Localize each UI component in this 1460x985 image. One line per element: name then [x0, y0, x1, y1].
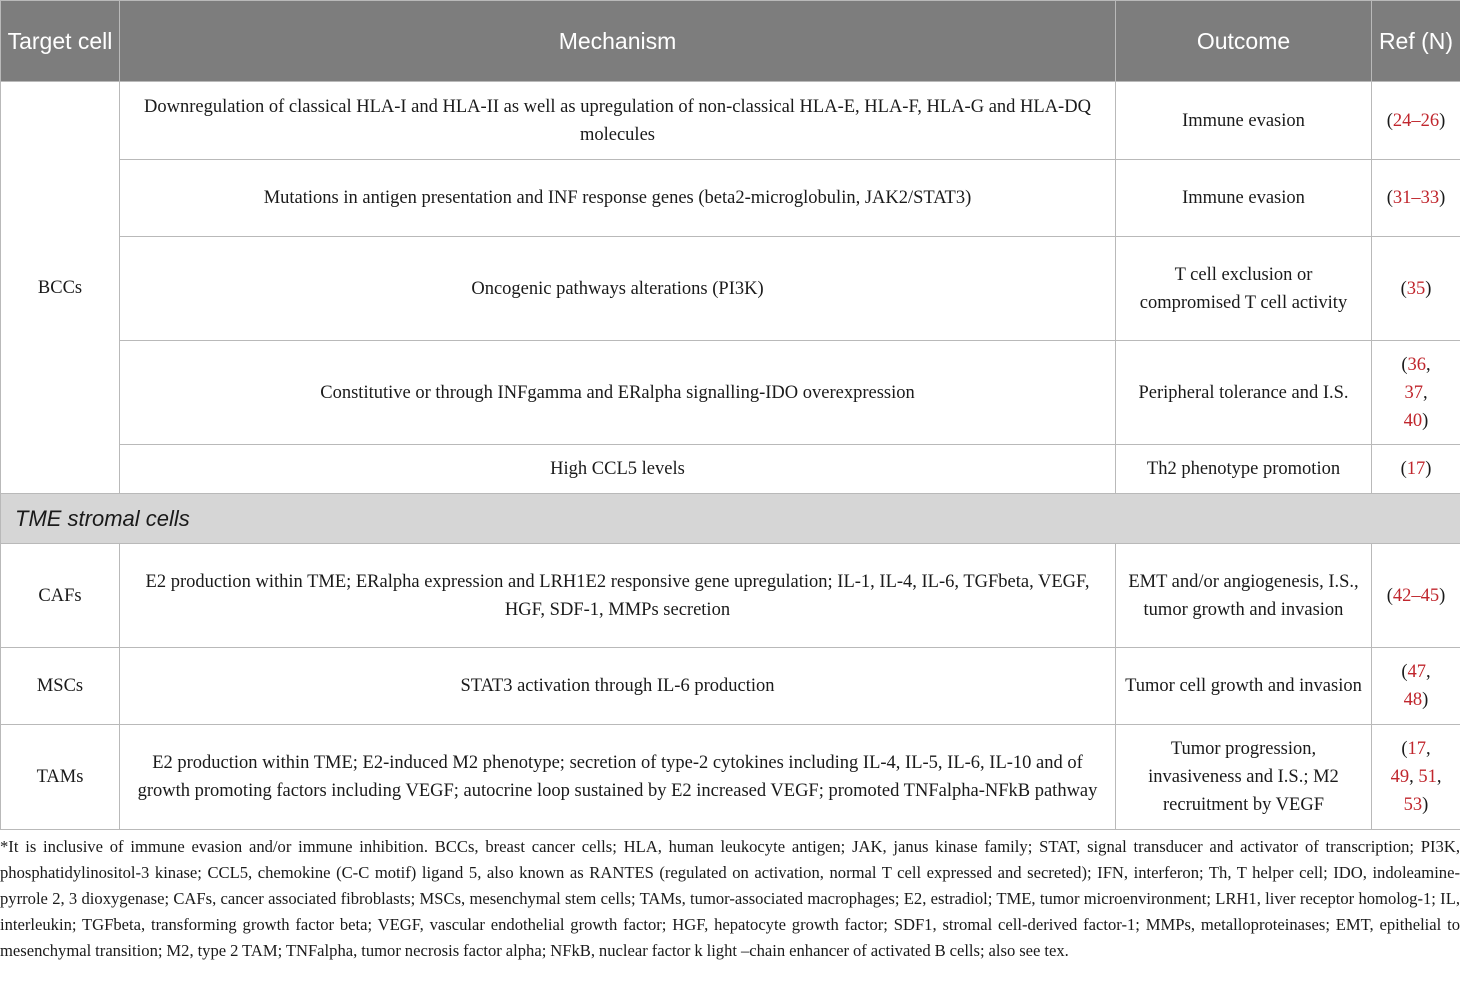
- ref-cell: (24–26): [1372, 82, 1460, 160]
- outcome-cell: Immune evasion: [1116, 160, 1372, 237]
- mechanism-cell: Mutations in antigen presentation and INF response genes (beta2-microglobulin, JAK2/STAT3): [120, 160, 1116, 237]
- mechanism-cell: Constitutive or through INFgamma and ERalpha signalling-IDO overexpression: [120, 341, 1116, 445]
- table-row: [1, 160, 1460, 237]
- target-cell: TAMs: [1, 725, 120, 830]
- header-row: [1, 1, 1460, 82]
- ref-link[interactable]: 36: [1407, 354, 1427, 375]
- table-row: [1, 82, 1460, 160]
- table-row: [1, 725, 1460, 830]
- table-row: [1, 648, 1460, 725]
- ref-cell: (17): [1372, 445, 1460, 494]
- target-cell-bccs: BCCs: [1, 82, 120, 494]
- section-row: [1, 494, 1460, 544]
- ref-link[interactable]: 48: [1403, 690, 1423, 710]
- ref-cell: (42–45): [1372, 544, 1460, 648]
- mechanism-cell: Downregulation of classical HLA-I and HLA-II as well as upregulation of non-classical HLA-E, HLA-F, HLA-G and HLA-DQ molecules: [120, 82, 1116, 160]
- ref-link[interactable]: 47: [1407, 662, 1427, 682]
- outcome-cell: Th2 phenotype promotion: [1116, 445, 1372, 494]
- ref-link[interactable]: 17: [1406, 459, 1426, 479]
- ref-cell: (17, 49, 51, 53): [1372, 725, 1460, 830]
- ref-link[interactable]: 42–45: [1392, 585, 1440, 606]
- ref-cell: (31–33): [1372, 160, 1460, 237]
- ref-cell: (36, 37, 40): [1372, 341, 1460, 445]
- mechanism-cell: E2 production within TME; E2-induced M2 phenotype; secretion of type-2 cytokines including IL-4, IL-5, IL-6, IL-10 and of growth promoting factors including VEGF; autocrine loop sustained by E2 increased VEGF; promoted TNFalpha-NFkB pathway: [120, 725, 1116, 830]
- ref-cell: (35): [1372, 237, 1460, 341]
- table-row: [1, 445, 1460, 494]
- table-row: [1, 341, 1460, 445]
- target-cell: CAFs: [1, 544, 120, 648]
- ref-link[interactable]: 53: [1403, 795, 1423, 815]
- section-label: TME stromal cells: [1, 494, 1460, 544]
- header-mechanism: Mechanism: [120, 1, 1116, 82]
- ref-link[interactable]: 31–33: [1392, 188, 1440, 208]
- outcome-cell: Tumor cell growth and invasion: [1116, 648, 1372, 725]
- ref-link[interactable]: 49: [1390, 767, 1410, 787]
- outcome-cell: Peripheral tolerance and I.S.: [1116, 341, 1372, 445]
- header-ref: Ref (N): [1372, 1, 1460, 82]
- ref-link[interactable]: 35: [1406, 278, 1426, 299]
- ref-link[interactable]: 37: [1404, 382, 1423, 403]
- ref-link[interactable]: 24–26: [1392, 110, 1440, 131]
- outcome-cell: EMT and/or angiogenesis, I.S., tumor growth and invasion: [1116, 544, 1372, 648]
- mechanism-cell: E2 production within TME; ERalpha expression and LRH1E2 responsive gene upregulation; IL-1, IL-4, IL-6, TGFbeta, VEGF, HGF, SDF-1, MMPs secretion: [120, 544, 1116, 648]
- outcome-cell: T cell exclusion or compromised T cell activity: [1116, 237, 1372, 341]
- table-row: [1, 237, 1460, 341]
- ref-link[interactable]: 40: [1403, 410, 1423, 431]
- ref-link[interactable]: 17: [1407, 739, 1427, 759]
- mechanism-cell: High CCL5 levels: [120, 445, 1116, 494]
- table-row: [1, 544, 1460, 648]
- target-cell: MSCs: [1, 648, 120, 725]
- header-outcome: Outcome: [1116, 1, 1372, 82]
- outcome-cell: Immune evasion: [1116, 82, 1372, 160]
- mechanism-cell: Oncogenic pathways alterations (PI3K): [120, 237, 1116, 341]
- ref-link[interactable]: 51: [1418, 767, 1437, 787]
- ref-cell: (47, 48): [1372, 648, 1460, 725]
- header-target-cell: Target cell: [1, 1, 120, 82]
- outcome-cell: Tumor progression, invasiveness and I.S.; M2 recruitment by VEGF: [1116, 725, 1372, 830]
- table-footnote: *It is inclusive of immune evasion and/or immune inhibition. BCCs, breast cancer cells; HLA, human leukocyte antigen; JAK, janus kinase family; STAT, signal transducer and activator of transcription; PI3K, phosphatidylinositol-3 kinase; CCL5, chemokine (C-C motif) ligand 5, also known as RANTES (regulated on activation, normal T cell expressed and secreted); IFN, interferon; Th, T helper cell; IDO, indoleamine-pyrrole 2, 3 dioxygenase; CAFs, cancer associated fibroblasts; MSCs, mesenchymal stem cells; TAMs, tumor-associated macrophages; E2, estradiol; TME, tumor microenvironment; LRH1, liver receptor homolog-1; IL, interleukin; TGFbeta, transforming growth factor beta; VEGF, vascular endothelial growth factor; HGF, hepatocyte growth factor; SDF1, stromal cell-derived factor-1; MMPs, metalloproteinases; EMT, epithelial to mesenchymal transition; M2, type 2 TAM; TNFalpha, tumor necrosis factor alpha; NFkB, nuclear factor k light –chain enhancer of activated B cells; also see tex.: [0, 837, 1460, 960]
- mechanism-cell: STAT3 activation through IL-6 production: [120, 648, 1116, 725]
